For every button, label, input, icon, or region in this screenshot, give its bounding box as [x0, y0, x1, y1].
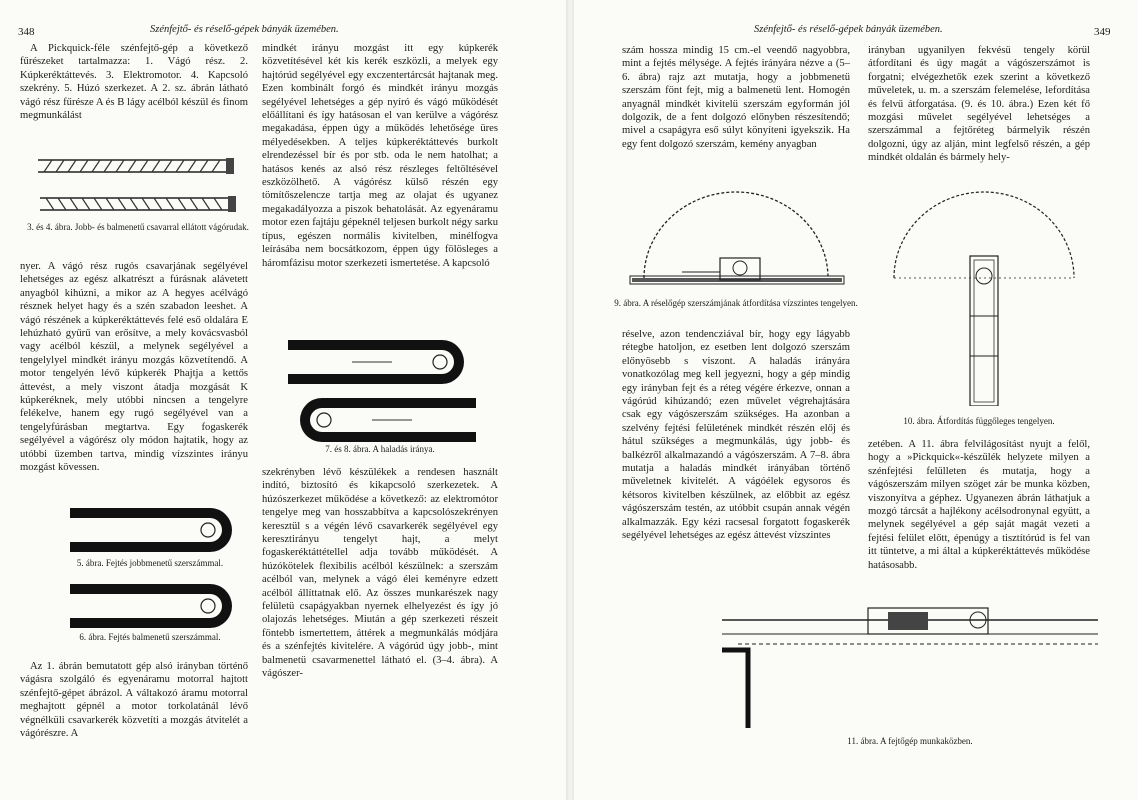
left-page [0, 0, 566, 800]
figure-5-cutting [60, 504, 240, 556]
right-col2-top-text [868, 44, 1090, 178]
figure-caption: 9. ábra. A réselőgép szerszámjának átfordítása vízszintes tengelyen. [614, 298, 858, 308]
paragraph: nyer. A vágó rész rugós csavarjának segélyével lehetséges az egész alkatrészt a fúrásnak alávetett anyagból kihúzni, a mikor az A hegyes acélvágó résznek helyet hagy és a szén szabadon leeshet. A vágó részének a kúpkeréktáttevés felé eső oldalára E lehúzható gyűrű van erősítve, a mely kovácsvasból vagy acélból készül, a melynek segélyével a tengelylyel mindkét irányu mozgás közvetítendő. A motor tengelyén lévő kúpkerék Phajtja a kettős áttevést, a mely viszont átadja mozgását K kúpkeréknek, mely utóbbi nincsen a tengelyre felékelve, hanem egy rugó segélyével van a tengelyfúrásban megtartva. Egy fogaskerék segélyével a vágórész oly módon hajtatik, hogy az utóbbi üzemben tartva, mindig vízszintes irányu mozgást kövessen. [20, 261, 248, 474]
figure-caption: 5. ábra. Fejtés jobbmenetű szerszámmal. [76, 558, 224, 568]
figure-6-cutting [60, 580, 240, 632]
figure-10-vertical-axis [884, 186, 1084, 406]
right-col2-bottom-text [868, 438, 1090, 602]
paragraph: réselve, azon tendencziával bír, hogy egy lágyabb rétegbe hatoljon, ez esetben lent dolgozó szerszám előnyösebb s viszont. A haladás irányára vonatkozólag meg kell jegyezni, hogy a gép mindig egy irányban fejt és a réteg végére érkezve, onnan a vágórúd kihúzandó; ezen művelet végrehajtására csak egy vágószerszám szükséges. Ha azonban a szelvény fejtési felületének mindkét részén előj és hátul szükséges a megmunkálás, úgy jobb- és balkézről alkalmazandó a vágószerszám. A 7–8. ábra mutatja a haladás mindkét irányában történő műveletnek kivitelét. A vágóélek egysoros és kétsoros kivitelben készülnek, az előbbit az egész vágószerszám testén, az utóbbit csupán annak végén alkalmazzák. Egy kézi racsesal forgatott fogaskerék segélyével lehetséges az egész áttevést vízszintes [622, 329, 850, 542]
left-col1-mid-text [20, 260, 248, 500]
right-page [574, 0, 1138, 800]
running-head: Szénfejtő- és réselő-gépek bányák üzemében. [150, 24, 339, 35]
page-gutter [566, 0, 574, 800]
paragraph: szám hossza mindig 15 cm.-el veendő nagyobbra, mint a fejtés mélysége. A fejtés irányára nézve a (5–6. ábra) rajz azt mutatja, hogy a jobbmenetü szerszám fönt fejt, mig a balmenetü lent. Homogén anyagnál mindkét kivitelü szerszám egyformán jól dolgozik, de a fent dolgozó előnyben részesítendő; mivel a csapágyra eső súlyt könyíteni igyekszik. Ha egy fent dolgozó szerszám, kemény anyagban [622, 45, 850, 150]
paragraph: Az 1. ábrán bemutatott gép alsó irányban történő vágásra szolgáló és egyenáramu motorral hajtott szénfejtő-gépet ábrázol. A váltakozó áramu motorral meghajtott gépnél a motor torkolatánál lévő végnélküli csavarkerék közvetíti a mozgás átvitelét a vágórészre. A [20, 661, 248, 740]
page-number: 348 [18, 26, 35, 38]
figure-caption: 11. ábra. A fejtőgép munkaközben. [847, 736, 973, 746]
running-head: Szénfejtő- és réselő-gépek bányák üzemében. [754, 24, 943, 35]
right-col1-top-text [622, 44, 850, 178]
figure-11-machine-working [718, 600, 1102, 732]
paragraph: irányban ugyanilyen fekvésü tengely körül átfordítani és úgy magát a vágószerszámot is forgatni; elvégezhetők ezek szerint a következő műveletek, u. m. a szerszám felemelése, lefordítása és felvű átforgatása. (9. és 10. ábra.) Ezen két fő mozgási művelet segélyével lehetséges a szerszámmal a fejtőréteg bármelyik részén dolgozni, úgy az alján, mint legfelső részén, a gép mindkét oldalán és bármely hely- [868, 45, 1090, 164]
figure-caption: 3. és 4. ábra. Jobb- és balmenetű csavarral ellátott vágórudak. [27, 222, 249, 232]
paragraph: A Pickquick-féle szénfejtő-gép a következő fűrészeket tartalmazza: 1. Vágó rész. 2. Kúpkeréktáttevés. 3. Elektromotor. 4. Kapcsoló szekrény. 5. Húzó szerkezet. A 2. sz. ábrán látható vágó rész fűrésze A és B lágy acélból készül és finom megmunkálást [20, 43, 248, 122]
left-col2-bottom-text [262, 466, 498, 766]
left-col2-top-text [262, 42, 498, 338]
figure-3-4-screws [30, 150, 240, 220]
paragraph: zetében. A 11. ábra felvilágosítást nyujt a felől, hogy a »Pickquick«-készülék helyzete milyen a szénfejtési felülleten és mutatja, hogy a vágószerszám milyen szöget zár be munka közben, viszonyítva a géphez. Ugyanezen ábrán láthatjuk a mozgó tárcsát a hajlékony acélsodronynal együtt, a melynek segélyével a gép saját magát vezeti a fejtési felület előtt, épenúgy a tisztítórúd is fel van itt tüntetve, a mi által a kúpkeréktáttevés működése hatásosabb. [868, 439, 1090, 571]
figure-caption: 6. ábra. Fejtés balmenetű szerszámmal. [79, 632, 221, 642]
right-col1-bottom-text [622, 328, 850, 590]
figure-caption: 10. ábra. Átfordítás függőleges tengelyen. [903, 416, 1055, 426]
figure-9-horizontal-axis [622, 184, 852, 294]
paragraph: szekrényben lévő készülékek a rendesen használt indító, biztosító és kikapcsoló szerkezetek. A húzószerkezet működése a következő: az elektromótor tengelye meg van hosszabbítva a kapcsolószekrényen keresztül s a végén lévő csavarkerék segélyével egy keresztirányu tengelyt hajt, a melyt fogaskeréktáttétellel adja tovább működését. A húzókötelek flexibilis acélból készülnek: a szerszám acélból van, melynek a vágó élei keményre edzett acélból állíttatnak elő. Az összes munkarészek nagy felületü csapágyakban nyernek elhelyezést és így jó olajozás lehetséges. Miután a gép szerkezeti részeit föntebb ismertettem, áttérek a megmunkálás módjára és a szénfejtés kivitelére. A vágórúd úgy jobb-, mint balmenetü csavarmenettel látható el. (3–4. ábra). A vágószer- [262, 467, 498, 680]
paragraph: mindkét irányu mozgást itt egy kúpkerék közvetítésével két kis kerék eszközli, a melyek egy hajtórúd segélyével egy exczentertárcsát hajtanak meg. Ezen kombinált forgó és mindkét irányu mozgás segélyével lehetséges a gép nyíró és vágó működését előállítani és így hatásosan el van kerülve a vágórész megakadása, éppen úgy a működés lehetősége üres mélyedésekben. A teljes kúpkeréktáttevés burkolt elrendezéssel bír és por stb. oda le nem hatolhat; a hatásos kenés az alsó rész részleges feltöltésével eszközölhető. A vágórész külső részén egy tömítőszelencze tartja meg az olajat és ugyanez megakadályozza a piszok behatolását. Az egyenáramu motor ezen fajtáju gépeknél teljesen burkolt négy sarku típus, egészen normális kivitelben, minélfogva leírásába nem bocsátkozom, éppen úgy fölösleges a háromfázisu motor szerkezeti ismertetése. A kapcsoló [262, 43, 498, 269]
left-col1-top-text [20, 42, 248, 150]
figure-7-8-direction [282, 336, 482, 448]
figure-caption: 7. és 8. ábra. A haladás iránya. [325, 444, 435, 454]
left-col1-bottom-text [20, 660, 248, 780]
page-number: 349 [1094, 26, 1111, 38]
